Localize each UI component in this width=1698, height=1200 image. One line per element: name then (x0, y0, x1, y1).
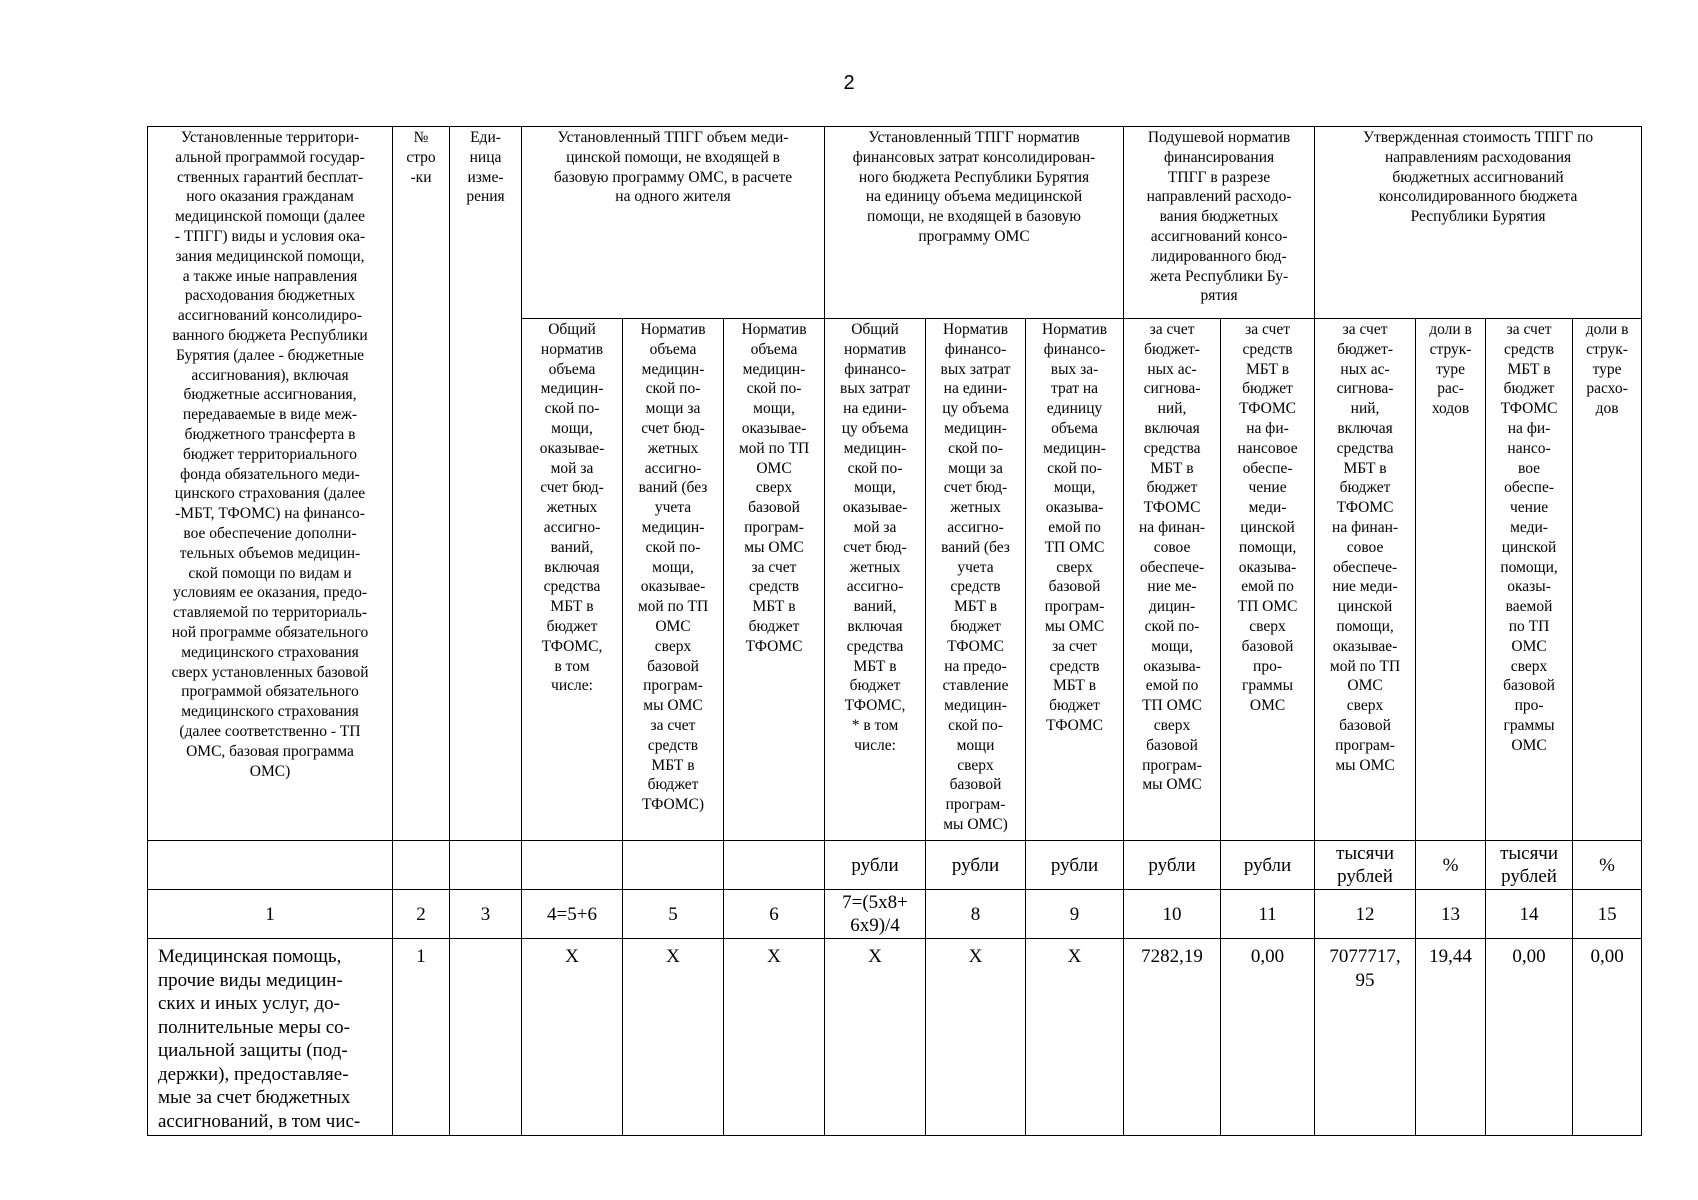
header-sub-8: Норматив финансо- вых затрат на едини- цу объема медицин- ской по- мощи за счет бюд- жетных ассигно- ваний (без учета средств МБТ в бюджет ТФОМС на предо- ставление медицин- ской по- мощи сверх базовой програм- мы ОМС) (926, 319, 1026, 841)
header-sub-6: Норматив объема медицин- ской по- мощи, оказывае- мой по ТП ОМС сверх базовой програм- мы ОМС за счет средств МБТ в бюджет ТФОМС (724, 319, 825, 841)
column-numbers-row (148, 890, 1642, 939)
row-cell: 19,44 (1416, 939, 1486, 1136)
column-number: 8 (926, 890, 1026, 939)
column-number: 4=5+6 (522, 890, 623, 939)
header-cost-norm-group: Установленный ТПГГ норматив финансовых затрат консолидирован- ного бюджета Республики Бурятия на единицу объема медицинской помощи, не входящей в базовую программу ОМС (825, 127, 1124, 319)
unit-cell (724, 841, 825, 890)
header-sub-15: доли в струк- туре расхо- дов (1573, 319, 1642, 841)
row-cell: 0,00 (1221, 939, 1315, 1136)
medical-care-table (147, 126, 1642, 1136)
header-sub-4: Общий норматив объема медицин- ской по- мощи, оказывае- мой за счет бюд- жетных ассигно- ваний, включая средства МБТ в бюджет ТФОМС, в том числе: (522, 319, 623, 841)
row-cell: Х (825, 939, 926, 1136)
row-cell: Х (1026, 939, 1124, 1136)
column-number: 12 (1315, 890, 1416, 939)
header-volume-group: Установленный ТПГГ объем меди- цинской помощи, не входящей в базовую программу ОМС, в расчете на одного жителя (522, 127, 825, 319)
column-number: 13 (1416, 890, 1486, 939)
unit-cell: рубли (825, 841, 926, 890)
row-unit (450, 939, 522, 1136)
column-number: 10 (1124, 890, 1221, 939)
row-cell: 7282,19 (1124, 939, 1221, 1136)
page-number: 2 (843, 72, 855, 94)
column-number: 2 (393, 890, 450, 939)
column-number: 3 (450, 890, 522, 939)
column-number: 9 (1026, 890, 1124, 939)
unit-cell (148, 841, 393, 890)
header-sub-14: за счет средств МБТ в бюджет ТФОМС на фи- нансо- вое обеспе- чение меди- цинской помощи, оказы- ваемой по ТП ОМС сверх базовой про- граммы ОМС (1486, 319, 1573, 841)
header-sub-7: Общий норматив финансо- вых затрат на едини- цу объема медицин- ской по- мощи, оказывае- мой за счет бюд- жетных ассигно- ваний, включая средства МБТ в бюджет ТФОМС, * в том числе: (825, 319, 926, 841)
header-type-of-care: Установленные территори- альной программой государ- ственных гарантий бесплат- ного оказания гражданам медицинской помощи (далее - ТПГГ) виды и условия ока- зания медицинской помощи, а также иные направления расходования бюджетных ассигнований консолидиро- ванного бюджета Республики Бурятия (далее - бюджетные ассигнования), включая бюджетные ассигнования, передаваемые в виде меж- бюджетного трансферта в бюджет территориального фонда обязательного меди- цинского страхования (далее -МБТ, ТФОМС) на финансо- вое обеспечение дополни- тельных объемов медицин- ской помощи по видам и условиям ее оказания, предо- ставляемой по территориаль- ной программе обязательного медицинского страхования сверх установленных базовой программой обязательного медицинского страхования (далее соответственно - ТП ОМС, базовая программа ОМС) (148, 127, 393, 841)
unit-cell: рубли (1026, 841, 1124, 890)
row-cell: 7077717, 95 (1315, 939, 1416, 1136)
unit-cell: тысячи рублей (1486, 841, 1573, 890)
row-cell: Х (623, 939, 724, 1136)
column-number: 1 (148, 890, 393, 939)
header-sub-11: за счет средств МБТ в бюджет ТФОМС на фи- нансовое обеспе- чение меди- цинской помощи, оказыва- емой по ТП ОМС сверх базовой про- граммы ОМС (1221, 319, 1315, 841)
row-number: 1 (393, 939, 450, 1136)
header-sub-13: доли в струк- туре рас- ходов (1416, 319, 1486, 841)
row-cell: Х (522, 939, 623, 1136)
unit-cell (393, 841, 450, 890)
unit-cell: рубли (1124, 841, 1221, 890)
row-cell: 0,00 (1486, 939, 1573, 1136)
row-cell: Х (724, 939, 825, 1136)
header-sub-12: за счет бюджет- ных ас- сигнова- ний, включая средства МБТ в бюджет ТФОМС на финан- совое обеспече- ние меди- цинской помощи, оказывае- мой по ТП ОМС сверх базовой програм- мы ОМС (1315, 319, 1416, 841)
unit-cell: рубли (926, 841, 1026, 890)
header-sub-9: Норматив финансо- вых за- трат на единицу объема медицин- ской по- мощи, оказыва- емой по ТП ОМС сверх базовой програм- мы ОМС за счет средств МБТ в бюджет ТФОМС (1026, 319, 1124, 841)
header-per-capita-group: Подушевой норматив финансирования ТПГГ в разрезе направлений расходо- вания бюджетных ассигнований консо- лидированного бюд- жета Республики Бу- рятия (1124, 127, 1315, 319)
column-number: 15 (1573, 890, 1642, 939)
column-number: 14 (1486, 890, 1573, 939)
unit-cell (623, 841, 724, 890)
unit-cell: % (1416, 841, 1486, 890)
table-row (148, 939, 1642, 1136)
row-name: Медицинская помощь, прочие виды медицин- ских и иных услуг, до- полнительные меры со- циальной защиты (под- держки), предоставляе- мые за счет бюджетных ассигнований, в том чис- (148, 939, 393, 1136)
unit-cell: тысячи рублей (1315, 841, 1416, 890)
unit-cell (450, 841, 522, 890)
header-approved-cost-group: Утвержденная стоимость ТПГГ по направлениям расходования бюджетных ассигнований консолидированного бюджета Республики Бурятия (1315, 127, 1642, 319)
column-number: 6 (724, 890, 825, 939)
unit-cell: % (1573, 841, 1642, 890)
header-row-number: № стро -ки (393, 127, 450, 841)
column-number: 11 (1221, 890, 1315, 939)
header-sub-5: Норматив объема медицин- ской по- мощи за счет бюд- жетных ассигно- ваний (без учета медицин- ской по- мощи, оказывае- мой по ТП ОМС сверх базовой програм- мы ОМС за счет средств МБТ в бюджет ТФОМС) (623, 319, 724, 841)
header-row-main (148, 127, 1642, 319)
header-unit: Еди- ница изме- рения (450, 127, 522, 841)
row-cell: Х (926, 939, 1026, 1136)
column-number: 5 (623, 890, 724, 939)
header-sub-10: за счет бюджет- ных ас- сигнова- ний, включая средства МБТ в бюджет ТФОМС на финан- совое обеспече- ние ме- дицин- ской по- мощи, оказыва- емой по ТП ОМС сверх базовой програм- мы ОМС (1124, 319, 1221, 841)
unit-cell: рубли (1221, 841, 1315, 890)
unit-cell (522, 841, 623, 890)
units-row (148, 841, 1642, 890)
column-number: 7=(5х8+ 6х9)/4 (825, 890, 926, 939)
row-cell: 0,00 (1573, 939, 1642, 1136)
